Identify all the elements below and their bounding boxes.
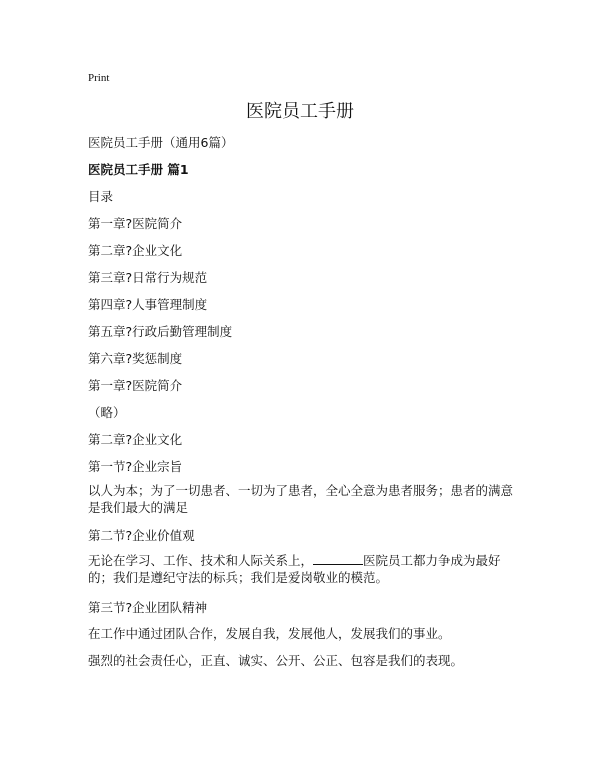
toc-item-6: 第六章?奖惩制度 (88, 351, 183, 366)
section1-heading: 第一节?企业宗旨 (88, 459, 183, 474)
chapter1-text: （略） (88, 405, 126, 420)
toc-item-1: 第一章?医院简介 (88, 216, 183, 231)
section2-text-start: 无论在学习、工作、技术和人际关系上， (88, 553, 314, 568)
section2-heading: 第二节?企业价值观 (88, 528, 195, 543)
section2-text-end: 医院员工都力争成为最好的；我们是遵纪守法的标兵；我们是爱岗敬业的模范。 (88, 553, 501, 585)
section3-text-2: 强烈的社会责任心，正直、诚实、公开、公正、包容是我们的表现。 (88, 653, 464, 668)
chapter2-heading: 第二章?企业文化 (88, 432, 183, 447)
section2-text (88, 552, 518, 586)
blank-underline (313, 552, 363, 565)
section1-text: 以人为本；为了一切患者、一切为了患者，全心全意为患者服务；患者的满意是我们最大的满足 (88, 483, 514, 515)
toc-heading: 目录 (88, 189, 114, 204)
section3-text-1: 在工作中通过团队合作，发展自我，发展他人，发展我们的事业。 (88, 626, 451, 641)
toc-item-2: 第二章?企业文化 (88, 243, 183, 258)
chapter1-heading: 第一章?医院简介 (88, 378, 183, 393)
section3-heading: 第三节?企业团队精神 (88, 600, 208, 615)
page-title: 医院员工手册 (246, 101, 354, 122)
toc-item-3: 第三章?日常行为规范 (88, 270, 208, 285)
document-subtitle: 医院员工手册（通用6篇） (88, 135, 234, 150)
print-label[interactable]: Print (88, 72, 110, 84)
section-heading: 医院员工手册 篇1 (88, 162, 189, 177)
toc-item-5: 第五章?行政后勤管理制度 (88, 324, 233, 339)
toc-item-4: 第四章?人事管理制度 (88, 297, 208, 312)
